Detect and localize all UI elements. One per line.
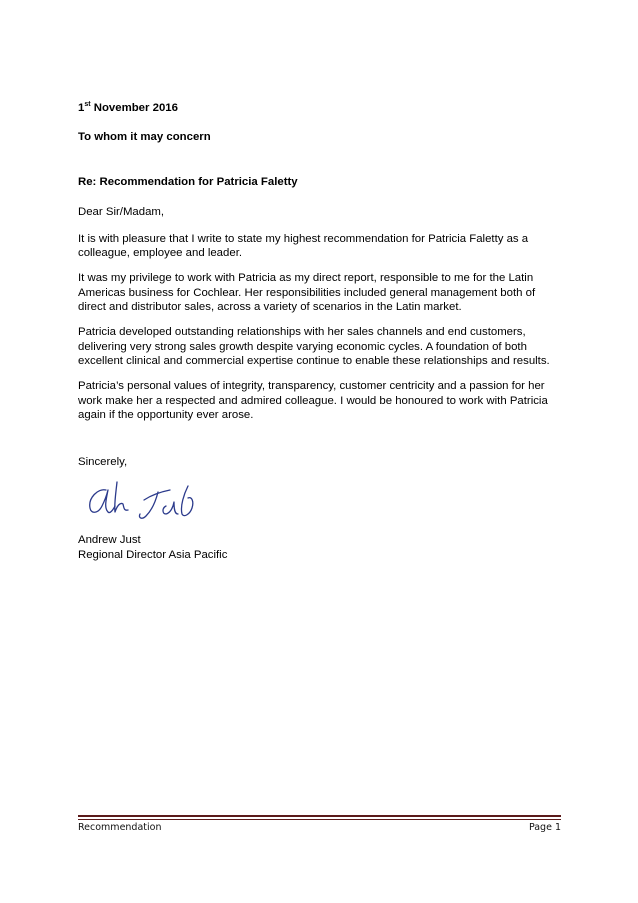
paragraph-4-line-2: work make her a respected and admired colleague. I would be honoured to work with Patricia: [78, 395, 548, 407]
date-day: 1: [78, 102, 85, 114]
handwritten-signature: [84, 478, 204, 528]
signer-title: Regional Director Asia Pacific: [78, 549, 228, 561]
paragraph-4-line-1: Patricia’s personal values of integrity, transparency, customer centricity and a passion for her: [78, 380, 545, 392]
paragraph-2-line-3: direct and distributor sales, across a variety of scenarios in the Latin market.: [78, 301, 462, 313]
date-rest: November 2016: [90, 102, 178, 114]
letter-date: [78, 101, 178, 116]
paragraph-3-line-3: excellent clinical and commercial expertise continue to enable these relationships and results.: [78, 355, 550, 367]
paragraph-3-line-2: delivering very strong sales growth despite varying economic cycles. A foundation of both: [78, 341, 527, 353]
closing: Sincerely,: [78, 456, 128, 468]
paragraph-3-line-1: Patricia developed outstanding relationships with her sales channels and end customers,: [78, 326, 526, 338]
paragraph-4-line-3: again if the opportunity ever arose.: [78, 409, 254, 421]
footer-rule-bottom: [78, 819, 561, 820]
footer-rule-top: [78, 815, 561, 817]
salutation: Dear Sir/Madam,: [78, 206, 165, 218]
footer-label: Recommendation: [78, 822, 162, 833]
subject-line: Re: Recommendation for Patricia Faletty: [78, 176, 298, 188]
paragraph-1-line-1: It is with pleasure that I write to state my highest recommendation for Patricia Faletty as a: [78, 233, 529, 245]
date-suffix: st: [84, 100, 91, 108]
signer-name: Andrew Just: [78, 534, 141, 546]
page-number: Page 1: [528, 822, 561, 833]
addressee: To whom it may concern: [78, 131, 211, 143]
paragraph-1-line-2: colleague, employee and leader.: [78, 247, 243, 259]
paragraph-2-line-2: Americas business for Cochlear. Her responsibilities included general management both of: [78, 287, 536, 299]
paragraph-2-line-1: It was my privilege to work with Patricia as my direct report, responsible to me for the Latin: [78, 272, 534, 284]
